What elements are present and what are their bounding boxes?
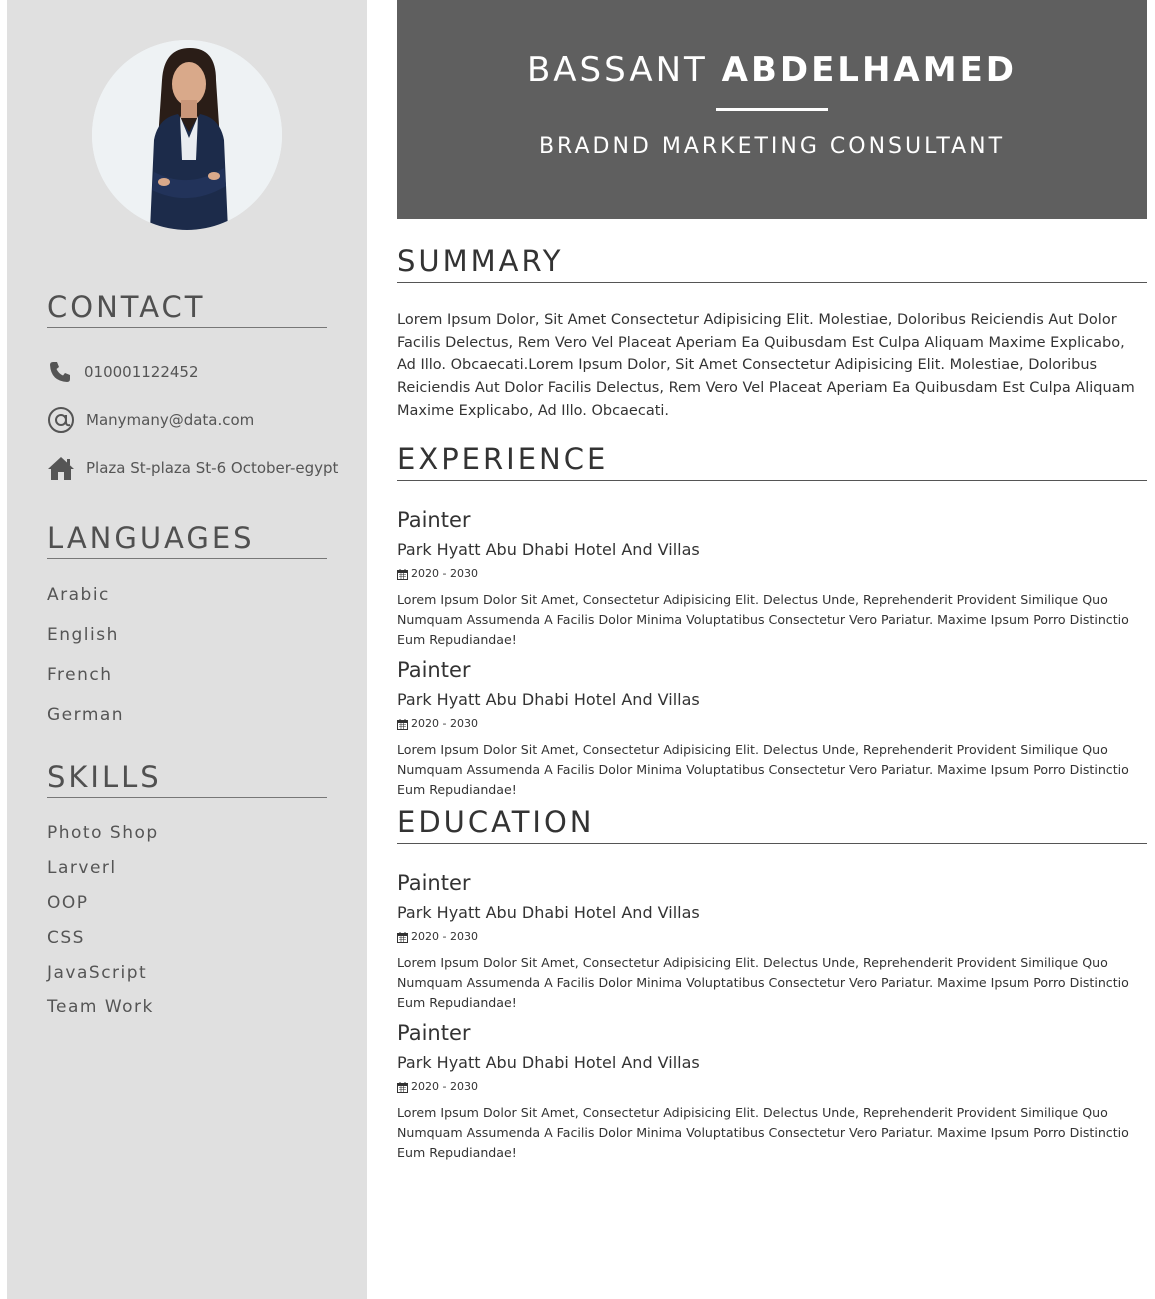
experience-item	[397, 507, 1147, 650]
profile-photo	[92, 40, 282, 230]
name-header	[397, 0, 1147, 219]
summary-heading: SUMMARY	[397, 244, 1147, 283]
language-item: German	[47, 705, 125, 725]
education-dates-text: 2020 - 2030	[411, 1080, 478, 1093]
job-title: BRADND MARKETING CONSULTANT	[538, 134, 1006, 159]
header-divider	[716, 108, 828, 111]
contact-address	[47, 455, 338, 481]
skills-heading: SKILLS	[47, 760, 327, 798]
sidebar	[7, 0, 367, 1299]
education-description: Lorem Ipsum Dolor Sit Amet, Consectetur Adipisicing Elit. Delectus Unde, Reprehenderit Provident Similique Quo Numquam Assumenda A Facilis Dolor Minima Voluptatibus Consectetur Vero Pariatur. Maxime Ipsum Porro Distinctio Eum Repudiandae!	[397, 955, 1129, 1010]
contact-email	[47, 407, 254, 433]
skill-item: CSS	[47, 928, 85, 948]
job-role: Painter	[397, 658, 471, 682]
experience-heading: EXPERIENCE	[397, 442, 1147, 481]
experience-item	[397, 657, 1147, 800]
job-company: Park Hyatt Abu Dhabi Hotel And Villas	[397, 540, 700, 559]
job-description: Lorem Ipsum Dolor Sit Amet, Consectetur Adipisicing Elit. Delectus Unde, Reprehenderit Provident Similique Quo Numquam Assumenda A Facilis Dolor Minima Voluptatibus Consectetur Vero Pariatur. Maxime Ipsum Porro Distinctio Eum Repudiandae!	[397, 742, 1129, 797]
home-icon	[47, 455, 75, 481]
contact-heading: CONTACT	[47, 290, 327, 328]
education-item	[397, 1020, 1147, 1163]
education-heading: EDUCATION	[397, 805, 1147, 844]
calendar-icon	[397, 932, 408, 943]
job-role: Painter	[397, 508, 471, 532]
language-item: English	[47, 625, 119, 645]
education-institution: Park Hyatt Abu Dhabi Hotel And Villas	[397, 1053, 700, 1072]
calendar-icon	[397, 569, 408, 580]
language-item: French	[47, 665, 113, 685]
job-dates	[397, 717, 1147, 731]
education-dates-text: 2020 - 2030	[411, 930, 478, 943]
education-dates	[397, 1080, 1147, 1094]
education-description: Lorem Ipsum Dolor Sit Amet, Consectetur Adipisicing Elit. Delectus Unde, Reprehenderit Provident Similique Quo Numquam Assumenda A Facilis Dolor Minima Voluptatibus Consectetur Vero Pariatur. Maxime Ipsum Porro Distinctio Eum Repudiandae!	[397, 1105, 1129, 1160]
language-item: Arabic	[47, 585, 110, 605]
skill-item: JavaScript	[47, 963, 148, 983]
last-name: ABDELHAMED	[721, 50, 1018, 90]
languages-heading: LANGUAGES	[47, 521, 327, 559]
phone-number: 010001122452	[84, 363, 199, 381]
skill-item: Larverl	[47, 858, 117, 878]
job-dates-text: 2020 - 2030	[411, 717, 478, 730]
education-role: Painter	[397, 1021, 471, 1045]
skill-item: Team Work	[47, 997, 154, 1017]
calendar-icon	[397, 719, 408, 730]
job-dates-text: 2020 - 2030	[411, 567, 478, 580]
skill-item: OOP	[47, 893, 89, 913]
full-name	[397, 50, 1147, 90]
education-role: Painter	[397, 871, 471, 895]
summary-text: Lorem Ipsum Dolor, Sit Amet Consectetur Adipisicing Elit. Molestiae, Doloribus Reiciendis Aut Dolor Facilis Delectus, Rem Vero Vel Placeat Aperiam Ea Quibusdam Est Culpa Aliquam Maxime Explicabo, Ad Illo. Obcaecati.Lorem Ipsum Dolor, Sit Amet Consectetur Adipisicing Elit. Molestiae, Doloribus Reiciendis Aut Dolor Facilis Delectus, Rem Vero Vel Placeat Aperiam Ea Quibusdam Est Culpa Aliquam Maxime Explicabo, Ad Illo. Obcaecati.	[397, 312, 1135, 419]
calendar-icon	[397, 1082, 408, 1093]
education-institution: Park Hyatt Abu Dhabi Hotel And Villas	[397, 903, 700, 922]
first-name: BASSANT	[526, 50, 708, 90]
job-description: Lorem Ipsum Dolor Sit Amet, Consectetur Adipisicing Elit. Delectus Unde, Reprehenderit Provident Similique Quo Numquam Assumenda A Facilis Dolor Minima Voluptatibus Consectetur Vero Pariatur. Maxime Ipsum Porro Distinctio Eum Repudiandae!	[397, 592, 1129, 647]
at-sign-icon	[47, 407, 75, 433]
job-dates	[397, 567, 1147, 581]
address-text: Plaza St-plaza St-6 October-egypt	[86, 459, 339, 477]
skill-item: Photo Shop	[47, 823, 159, 843]
education-item	[397, 870, 1147, 1013]
email-address: Manymany@data.com	[86, 411, 255, 429]
education-dates	[397, 930, 1147, 944]
contact-phone	[47, 359, 199, 385]
job-company: Park Hyatt Abu Dhabi Hotel And Villas	[397, 690, 700, 709]
phone-icon	[47, 359, 73, 385]
